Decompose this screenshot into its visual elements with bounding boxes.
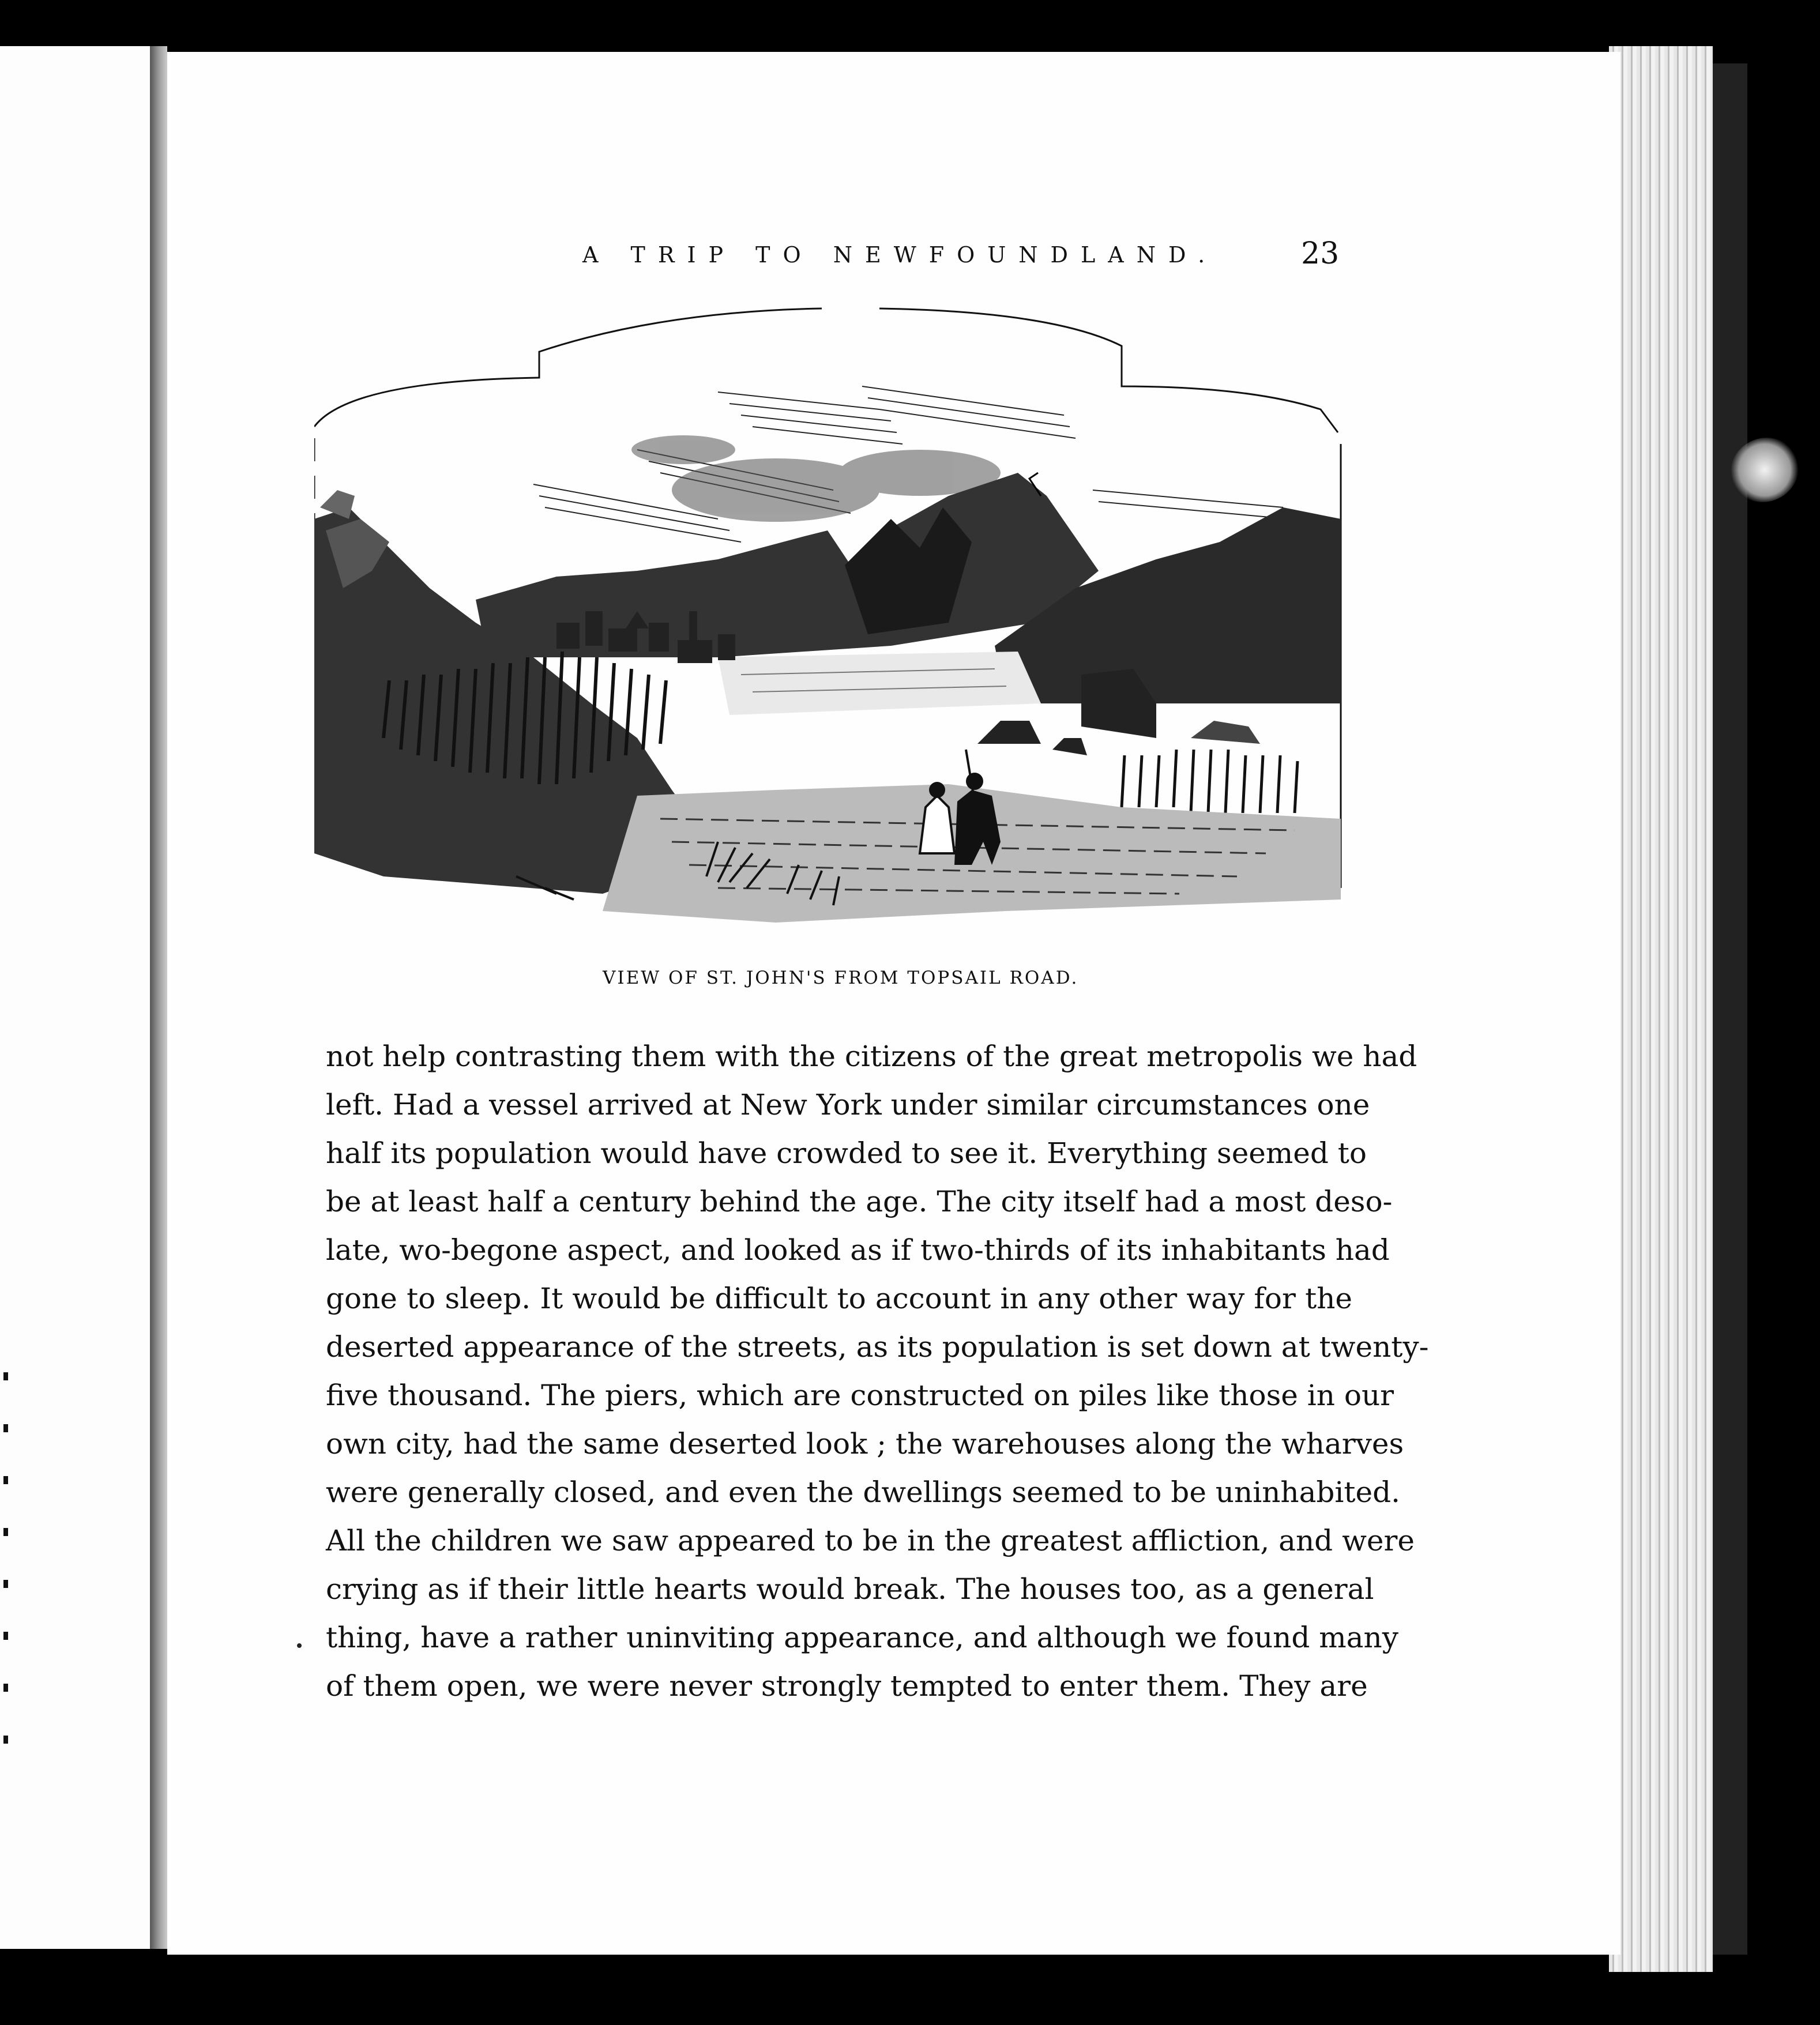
text-line: five thousand. The piers, which are constructed on piles like those in our — [326, 1379, 1394, 1412]
facing-page-marks — [3, 1372, 8, 1776]
text-line: thing, have a rather uninviting appearance, and although we found many — [326, 1621, 1398, 1654]
text-line: own city, had the same deserted look ; the warehouses along the wharves — [326, 1427, 1404, 1461]
margin-mark — [297, 1643, 302, 1648]
page-number: 23 — [1301, 236, 1340, 271]
running-head-title: A TRIP TO NEWFOUNDLAND. — [582, 242, 1218, 268]
text-line: be at least half a century behind the age. The city itself had a most deso- — [326, 1185, 1393, 1218]
book-gutter — [150, 46, 167, 1949]
facing-page-edge — [0, 46, 150, 1949]
text-line: gone to sleep. It would be difficult to account in any other way for the — [326, 1282, 1352, 1315]
text-line: left. Had a vessel arrived at New York under similar circumstances one — [326, 1088, 1370, 1121]
right-fence — [1122, 750, 1298, 813]
walking-figures — [920, 750, 1001, 865]
harbour-water — [718, 652, 1041, 715]
page-edges — [1609, 46, 1713, 1972]
text-line: not help contrasting them with the citizens of the great metropolis we had — [326, 1040, 1417, 1073]
body-text — [326, 1032, 1429, 1710]
text-line: deserted appearance of the streets, as its population is set down at twenty- — [326, 1330, 1429, 1364]
text-line: of them open, we were never strongly tempted to enter them. They are — [326, 1669, 1368, 1703]
text-line: late, wo-begone aspect, and looked as if two-thirds of its inhabitants had — [326, 1233, 1390, 1267]
engraving-illustration — [314, 300, 1347, 928]
text-line: half its population would have crowded to see it. Everything seemed to — [326, 1136, 1367, 1170]
text-line: crying as if their little hearts would break. The houses too, as a general — [326, 1572, 1374, 1606]
text-line: were generally closed, and even the dwellings seemed to be uninhabited. — [326, 1476, 1400, 1509]
book-cover-edge — [1713, 63, 1747, 1955]
illustration-caption: VIEW OF ST. JOHN'S FROM TOPSAIL ROAD. — [603, 968, 1079, 988]
text-line: All the children we saw appeared to be in the greatest affliction, and were — [326, 1524, 1415, 1557]
